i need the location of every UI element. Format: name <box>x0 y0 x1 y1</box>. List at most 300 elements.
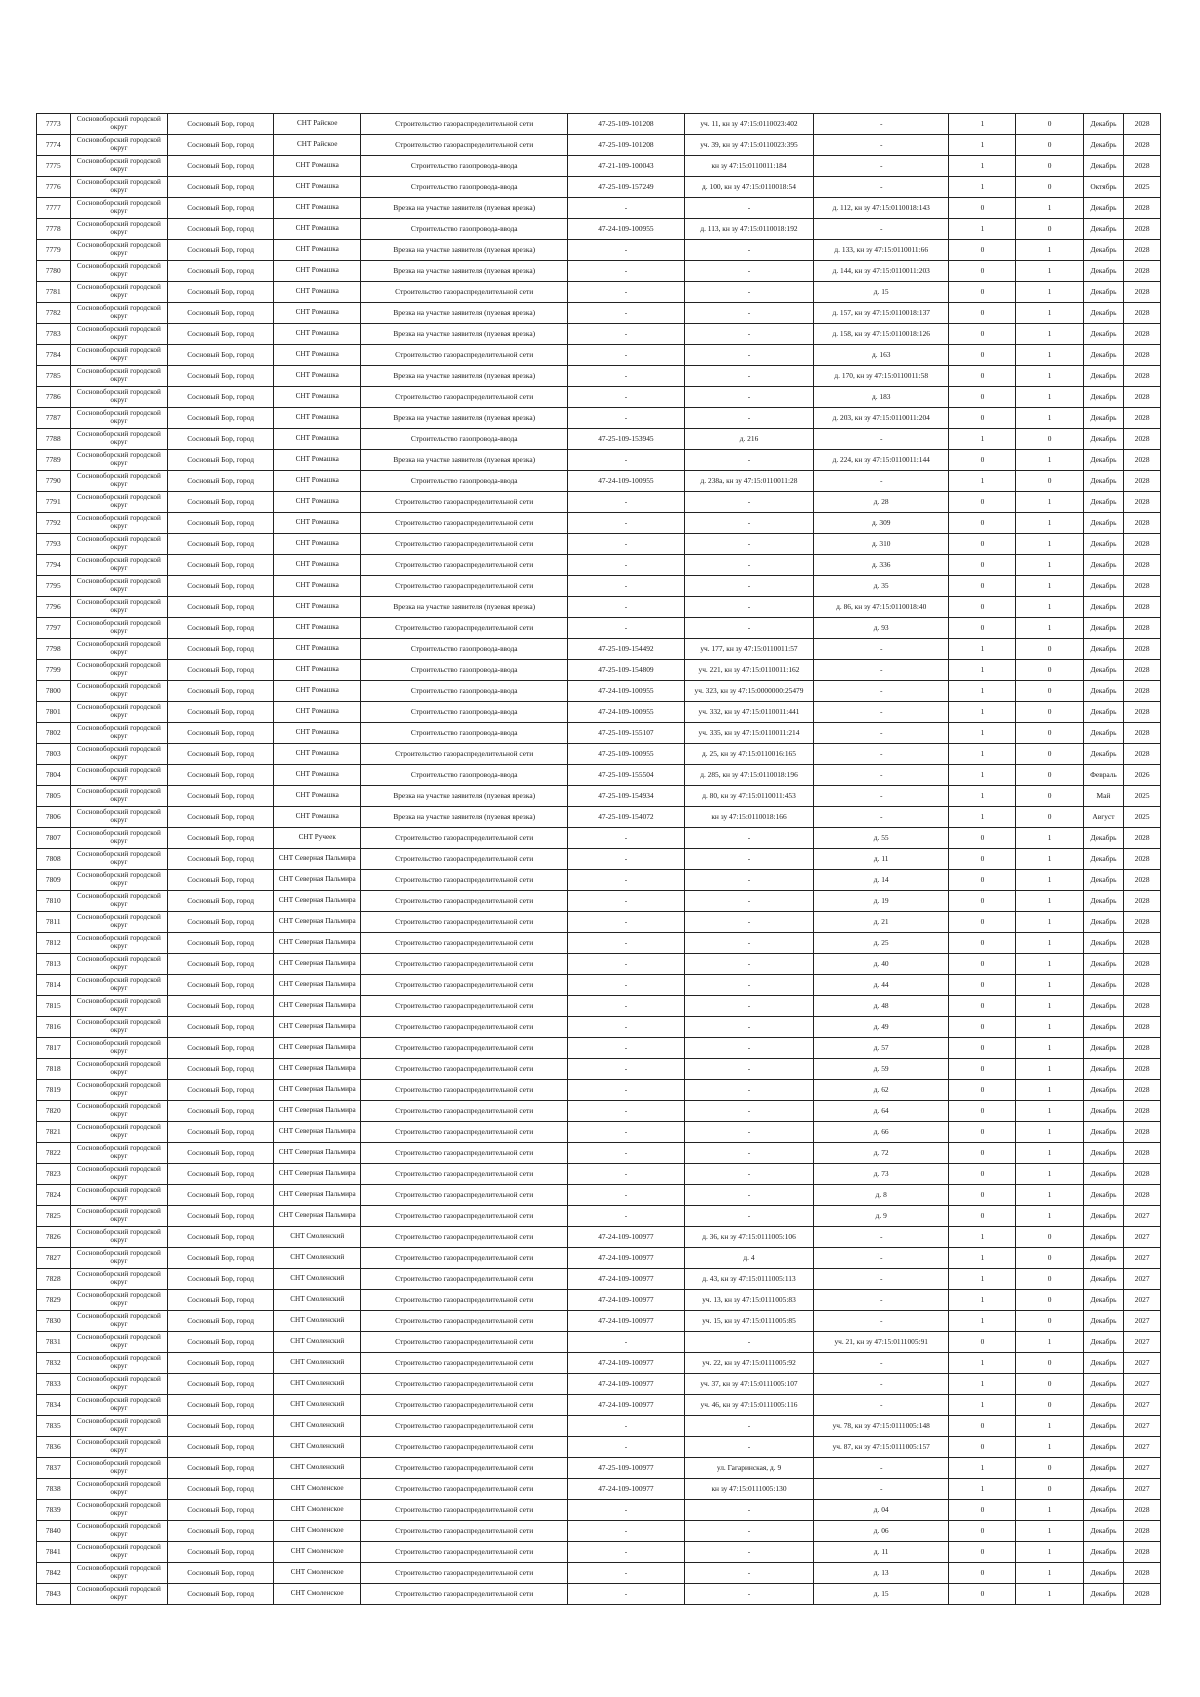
cell-month: Декабрь <box>1083 618 1124 639</box>
cell-project: 47-24-109-100977 <box>567 1311 684 1332</box>
cell-project: 47-25-109-100955 <box>567 744 684 765</box>
cell-year: 2028 <box>1124 723 1161 744</box>
cell-address: - <box>684 1122 813 1143</box>
cell-point: д. 13 <box>814 1563 949 1584</box>
cell-address: - <box>684 954 813 975</box>
cell-point: - <box>814 1311 949 1332</box>
cell-type_b: 1 <box>1016 1101 1083 1122</box>
cell-point: - <box>814 1458 949 1479</box>
cell-project: - <box>567 912 684 933</box>
cell-address: - <box>684 1500 813 1521</box>
cell-address: - <box>684 240 813 261</box>
cell-address: д. 238а, кн зу 47:15:0110011:28 <box>684 471 813 492</box>
cell-settlement: Сосновый Бор, город <box>168 1185 274 1206</box>
cell-settlement: Сосновый Бор, город <box>168 1227 274 1248</box>
cell-district: Сосновоборский городской округ <box>70 1563 168 1584</box>
cell-district: Сосновоборский городской округ <box>70 219 168 240</box>
cell-month: Декабрь <box>1083 1374 1124 1395</box>
cell-work: Строительство газораспределительной сети <box>361 1038 567 1059</box>
cell-address: - <box>684 912 813 933</box>
cell-project: - <box>567 1416 684 1437</box>
table-body <box>37 114 1161 1605</box>
cell-month: Декабрь <box>1083 1437 1124 1458</box>
cell-month: Декабрь <box>1083 534 1124 555</box>
cell-settlement: Сосновый Бор, город <box>168 1122 274 1143</box>
cell-settlement: Сосновый Бор, город <box>168 114 274 135</box>
cell-settlement: Сосновый Бор, город <box>168 555 274 576</box>
cell-type_a: 1 <box>949 744 1016 765</box>
cell-year: 2027 <box>1124 1227 1161 1248</box>
cell-type_a: 1 <box>949 177 1016 198</box>
cell-snt: СНТ Смоленский <box>273 1332 360 1353</box>
table-row <box>37 975 1161 996</box>
table-row <box>37 1248 1161 1269</box>
cell-num: 7779 <box>37 240 71 261</box>
cell-year: 2028 <box>1124 135 1161 156</box>
table-row <box>37 324 1161 345</box>
cell-snt: СНТ Смоленский <box>273 1374 360 1395</box>
cell-point: - <box>814 156 949 177</box>
cell-type_b: 0 <box>1016 471 1083 492</box>
cell-month: Декабрь <box>1083 702 1124 723</box>
cell-month: Декабрь <box>1083 1584 1124 1605</box>
cell-project: - <box>567 1542 684 1563</box>
cell-district: Сосновоборский городской округ <box>70 240 168 261</box>
cell-project: 47-24-109-100955 <box>567 219 684 240</box>
cell-type_a: 0 <box>949 954 1016 975</box>
cell-year: 2028 <box>1124 240 1161 261</box>
cell-type_a: 0 <box>949 933 1016 954</box>
cell-district: Сосновоборский городской округ <box>70 1185 168 1206</box>
cell-snt: СНТ Ромашка <box>273 324 360 345</box>
cell-address: - <box>684 1332 813 1353</box>
cell-district: Сосновоборский городской округ <box>70 492 168 513</box>
cell-snt: СНТ Смоленское <box>273 1563 360 1584</box>
cell-project: - <box>567 198 684 219</box>
table-row <box>37 219 1161 240</box>
cell-point: - <box>814 639 949 660</box>
cell-point: - <box>814 1248 949 1269</box>
cell-work: Строительство газораспределительной сети <box>361 1479 567 1500</box>
cell-month: Декабрь <box>1083 198 1124 219</box>
cell-snt: СНТ Смоленский <box>273 1311 360 1332</box>
table-row <box>37 933 1161 954</box>
cell-year: 2028 <box>1124 1059 1161 1080</box>
cell-district: Сосновоборский городской округ <box>70 1290 168 1311</box>
cell-month: Декабрь <box>1083 975 1124 996</box>
cell-type_a: 1 <box>949 786 1016 807</box>
cell-point: д. 44 <box>814 975 949 996</box>
cell-work: Строительство газораспределительной сети <box>361 345 567 366</box>
cell-year: 2028 <box>1124 429 1161 450</box>
cell-month: Декабрь <box>1083 639 1124 660</box>
cell-type_a: 1 <box>949 114 1016 135</box>
cell-type_a: 1 <box>949 135 1016 156</box>
cell-work: Строительство газораспределительной сети <box>361 954 567 975</box>
cell-district: Сосновоборский городской округ <box>70 1500 168 1521</box>
cell-type_b: 0 <box>1016 1227 1083 1248</box>
cell-month: Май <box>1083 786 1124 807</box>
cell-settlement: Сосновый Бор, город <box>168 1080 274 1101</box>
cell-project: - <box>567 324 684 345</box>
cell-num: 7808 <box>37 849 71 870</box>
cell-month: Декабрь <box>1083 1269 1124 1290</box>
cell-project: - <box>567 870 684 891</box>
cell-month: Декабрь <box>1083 912 1124 933</box>
cell-address: - <box>684 1080 813 1101</box>
cell-point: - <box>814 660 949 681</box>
cell-snt: СНТ Ромашка <box>273 408 360 429</box>
cell-work: Строительство газораспределительной сети <box>361 513 567 534</box>
cell-num: 7833 <box>37 1374 71 1395</box>
cell-snt: СНТ Северная Пальмира <box>273 1143 360 1164</box>
cell-project: - <box>567 618 684 639</box>
cell-type_b: 0 <box>1016 135 1083 156</box>
cell-year: 2028 <box>1124 303 1161 324</box>
cell-settlement: Сосновый Бор, город <box>168 219 274 240</box>
cell-project: - <box>567 996 684 1017</box>
cell-district: Сосновоборский городской округ <box>70 450 168 471</box>
cell-address: - <box>684 282 813 303</box>
cell-year: 2028 <box>1124 954 1161 975</box>
cell-snt: СНТ Ромашка <box>273 555 360 576</box>
table-row <box>37 135 1161 156</box>
cell-project: - <box>567 1584 684 1605</box>
cell-district: Сосновоборский городской округ <box>70 408 168 429</box>
cell-type_b: 1 <box>1016 534 1083 555</box>
cell-address: д. 113, кн зу 47:15:0110018:192 <box>684 219 813 240</box>
cell-type_b: 1 <box>1016 1143 1083 1164</box>
cell-type_b: 1 <box>1016 555 1083 576</box>
table-row <box>37 786 1161 807</box>
cell-type_a: 0 <box>949 1584 1016 1605</box>
cell-type_b: 1 <box>1016 933 1083 954</box>
cell-work: Строительство газораспределительной сети <box>361 975 567 996</box>
cell-year: 2028 <box>1124 1164 1161 1185</box>
cell-month: Декабрь <box>1083 1080 1124 1101</box>
cell-num: 7790 <box>37 471 71 492</box>
cell-point: - <box>814 681 949 702</box>
cell-address: - <box>684 870 813 891</box>
cell-type_b: 0 <box>1016 1311 1083 1332</box>
cell-work: Строительство газораспределительной сети <box>361 912 567 933</box>
cell-address: - <box>684 1101 813 1122</box>
cell-year: 2028 <box>1124 324 1161 345</box>
cell-num: 7776 <box>37 177 71 198</box>
cell-type_a: 0 <box>949 576 1016 597</box>
cell-type_b: 0 <box>1016 1458 1083 1479</box>
cell-project: - <box>567 975 684 996</box>
cell-project: - <box>567 534 684 555</box>
cell-settlement: Сосновый Бор, город <box>168 1500 274 1521</box>
cell-snt: СНТ Ромашка <box>273 660 360 681</box>
table-row <box>37 891 1161 912</box>
cell-district: Сосновоборский городской округ <box>70 933 168 954</box>
cell-project: 47-24-109-100977 <box>567 1479 684 1500</box>
cell-month: Декабрь <box>1083 954 1124 975</box>
table-row <box>37 1227 1161 1248</box>
cell-project: - <box>567 408 684 429</box>
cell-district: Сосновоборский городской округ <box>70 303 168 324</box>
cell-point: д. 21 <box>814 912 949 933</box>
cell-point: д. 14 <box>814 870 949 891</box>
cell-project: - <box>567 1206 684 1227</box>
cell-project: 47-24-109-100955 <box>567 471 684 492</box>
cell-type_b: 1 <box>1016 828 1083 849</box>
cell-settlement: Сосновый Бор, город <box>168 576 274 597</box>
table-row <box>37 261 1161 282</box>
cell-month: Декабрь <box>1083 1122 1124 1143</box>
table-row <box>37 345 1161 366</box>
cell-year: 2027 <box>1124 1374 1161 1395</box>
cell-num: 7784 <box>37 345 71 366</box>
table-row <box>37 1080 1161 1101</box>
cell-type_b: 1 <box>1016 261 1083 282</box>
cell-type_a: 1 <box>949 1227 1016 1248</box>
cell-district: Сосновоборский городской округ <box>70 387 168 408</box>
cell-work: Строительство газораспределительной сети <box>361 135 567 156</box>
cell-project: 47-24-109-100977 <box>567 1290 684 1311</box>
cell-settlement: Сосновый Бор, город <box>168 1059 274 1080</box>
cell-work: Строительство газораспределительной сети <box>361 1374 567 1395</box>
cell-type_a: 1 <box>949 765 1016 786</box>
cell-address: - <box>684 555 813 576</box>
cell-settlement: Сосновый Бор, город <box>168 1479 274 1500</box>
cell-month: Декабрь <box>1083 1353 1124 1374</box>
cell-num: 7803 <box>37 744 71 765</box>
cell-project: 47-25-109-155107 <box>567 723 684 744</box>
cell-num: 7843 <box>37 1584 71 1605</box>
cell-month: Декабрь <box>1083 1458 1124 1479</box>
cell-district: Сосновоборский городской округ <box>70 345 168 366</box>
cell-year: 2028 <box>1124 849 1161 870</box>
cell-month: Декабрь <box>1083 345 1124 366</box>
cell-settlement: Сосновый Бор, город <box>168 282 274 303</box>
cell-type_b: 1 <box>1016 912 1083 933</box>
cell-settlement: Сосновый Бор, город <box>168 975 274 996</box>
cell-year: 2028 <box>1124 1017 1161 1038</box>
cell-num: 7834 <box>37 1395 71 1416</box>
cell-type_a: 0 <box>949 387 1016 408</box>
cell-type_a: 1 <box>949 723 1016 744</box>
cell-district: Сосновоборский городской округ <box>70 1269 168 1290</box>
table-row <box>37 618 1161 639</box>
cell-district: Сосновоборский городской округ <box>70 1521 168 1542</box>
cell-settlement: Сосновый Бор, город <box>168 156 274 177</box>
cell-num: 7840 <box>37 1521 71 1542</box>
cell-year: 2028 <box>1124 534 1161 555</box>
cell-month: Декабрь <box>1083 996 1124 1017</box>
cell-num: 7820 <box>37 1101 71 1122</box>
cell-project: - <box>567 303 684 324</box>
cell-year: 2027 <box>1124 1395 1161 1416</box>
cell-address: - <box>684 597 813 618</box>
cell-address: кн зу 47:15:0110011:184 <box>684 156 813 177</box>
cell-address: д. 100, кн зу 47:15:0110018:54 <box>684 177 813 198</box>
cell-type_a: 0 <box>949 261 1016 282</box>
cell-type_a: 0 <box>949 534 1016 555</box>
cell-num: 7796 <box>37 597 71 618</box>
cell-snt: СНТ Северная Пальмира <box>273 1122 360 1143</box>
cell-project: - <box>567 387 684 408</box>
cell-district: Сосновоборский городской округ <box>70 954 168 975</box>
cell-type_a: 0 <box>949 408 1016 429</box>
cell-work: Строительство газораспределительной сети <box>361 618 567 639</box>
cell-type_b: 0 <box>1016 429 1083 450</box>
cell-num: 7780 <box>37 261 71 282</box>
cell-project: 47-25-109-155504 <box>567 765 684 786</box>
cell-snt: СНТ Смоленский <box>273 1416 360 1437</box>
cell-district: Сосновоборский городской округ <box>70 975 168 996</box>
cell-work: Строительство газораспределительной сети <box>361 849 567 870</box>
cell-type_b: 0 <box>1016 114 1083 135</box>
cell-work: Строительство газораспределительной сети <box>361 933 567 954</box>
cell-settlement: Сосновый Бор, город <box>168 1164 274 1185</box>
cell-point: д. 48 <box>814 996 949 1017</box>
cell-snt: СНТ Ромашка <box>273 177 360 198</box>
cell-work: Строительство газораспределительной сети <box>361 387 567 408</box>
cell-type_a: 0 <box>949 513 1016 534</box>
cell-point: д. 163 <box>814 345 949 366</box>
cell-snt: СНТ Северная Пальмира <box>273 1185 360 1206</box>
cell-type_b: 1 <box>1016 1563 1083 1584</box>
cell-year: 2028 <box>1124 618 1161 639</box>
cell-type_a: 0 <box>949 1101 1016 1122</box>
cell-settlement: Сосновый Бор, город <box>168 324 274 345</box>
cell-num: 7832 <box>37 1353 71 1374</box>
cell-type_a: 0 <box>949 1080 1016 1101</box>
cell-type_a: 0 <box>949 1122 1016 1143</box>
table-row <box>37 303 1161 324</box>
table-row <box>37 1542 1161 1563</box>
cell-type_b: 1 <box>1016 1584 1083 1605</box>
cell-num: 7837 <box>37 1458 71 1479</box>
cell-district: Сосновоборский городской округ <box>70 324 168 345</box>
cell-work: Врезка на участке заявителя (пузевая врезка) <box>361 240 567 261</box>
cell-settlement: Сосновый Бор, город <box>168 1458 274 1479</box>
cell-point: - <box>814 471 949 492</box>
cell-address: - <box>684 450 813 471</box>
cell-num: 7805 <box>37 786 71 807</box>
cell-district: Сосновоборский городской округ <box>70 135 168 156</box>
cell-work: Строительство газопровода-ввода <box>361 471 567 492</box>
cell-point: - <box>814 702 949 723</box>
cell-district: Сосновоборский городской округ <box>70 1248 168 1269</box>
cell-district: Сосновоборский городской округ <box>70 261 168 282</box>
cell-settlement: Сосновый Бор, город <box>168 1521 274 1542</box>
cell-snt: СНТ Северная Пальмира <box>273 954 360 975</box>
cell-project: 47-24-109-100977 <box>567 1353 684 1374</box>
table-row <box>37 282 1161 303</box>
cell-num: 7774 <box>37 135 71 156</box>
table-row <box>37 1500 1161 1521</box>
cell-type_b: 1 <box>1016 975 1083 996</box>
table-row <box>37 807 1161 828</box>
cell-snt: СНТ Ромашка <box>273 387 360 408</box>
cell-month: Декабрь <box>1083 114 1124 135</box>
cell-type_b: 1 <box>1016 408 1083 429</box>
cell-point: уч. 78, кн зу 47:15:0111005:148 <box>814 1416 949 1437</box>
cell-work: Строительство газопровода-ввода <box>361 702 567 723</box>
cell-type_b: 0 <box>1016 177 1083 198</box>
cell-point: д. 06 <box>814 1521 949 1542</box>
cell-settlement: Сосновый Бор, город <box>168 912 274 933</box>
cell-type_a: 0 <box>949 1521 1016 1542</box>
table-row <box>37 954 1161 975</box>
cell-year: 2027 <box>1124 1332 1161 1353</box>
cell-project: - <box>567 240 684 261</box>
table-row <box>37 1395 1161 1416</box>
cell-project: - <box>567 597 684 618</box>
cell-address: - <box>684 492 813 513</box>
cell-work: Строительство газораспределительной сети <box>361 1101 567 1122</box>
cell-address: уч. 11, кн зу 47:15:0110023:402 <box>684 114 813 135</box>
cell-snt: СНТ Северная Пальмира <box>273 1101 360 1122</box>
table-row <box>37 576 1161 597</box>
cell-district: Сосновоборский городской округ <box>70 597 168 618</box>
cell-month: Декабрь <box>1083 387 1124 408</box>
cell-month: Декабрь <box>1083 1521 1124 1542</box>
cell-point: д. 309 <box>814 513 949 534</box>
cell-num: 7836 <box>37 1437 71 1458</box>
cell-year: 2028 <box>1124 1143 1161 1164</box>
cell-settlement: Сосновый Бор, город <box>168 1101 274 1122</box>
cell-settlement: Сосновый Бор, город <box>168 1206 274 1227</box>
cell-num: 7822 <box>37 1143 71 1164</box>
cell-type_b: 0 <box>1016 660 1083 681</box>
cell-month: Декабрь <box>1083 492 1124 513</box>
cell-num: 7791 <box>37 492 71 513</box>
cell-district: Сосновоборский городской округ <box>70 870 168 891</box>
cell-snt: СНТ Смоленский <box>273 1290 360 1311</box>
cell-snt: СНТ Северная Пальмира <box>273 1017 360 1038</box>
cell-work: Строительство газораспределительной сети <box>361 492 567 513</box>
cell-project: - <box>567 261 684 282</box>
cell-num: 7821 <box>37 1122 71 1143</box>
cell-point: д. 93 <box>814 618 949 639</box>
cell-point: д. 9 <box>814 1206 949 1227</box>
cell-year: 2028 <box>1124 492 1161 513</box>
cell-work: Строительство газораспределительной сети <box>361 996 567 1017</box>
cell-settlement: Сосновый Бор, город <box>168 408 274 429</box>
cell-work: Строительство газораспределительной сети <box>361 576 567 597</box>
cell-year: 2028 <box>1124 912 1161 933</box>
cell-project: - <box>567 1122 684 1143</box>
cell-point: д. 170, кн зу 47:15:0110011:58 <box>814 366 949 387</box>
cell-type_b: 1 <box>1016 1521 1083 1542</box>
cell-point: д. 133, кн зу 47:15:0110011:66 <box>814 240 949 261</box>
cell-address: уч. 221, кн зу 47:15:0110011:162 <box>684 660 813 681</box>
cell-type_b: 1 <box>1016 1206 1083 1227</box>
cell-project: - <box>567 1080 684 1101</box>
cell-type_b: 1 <box>1016 1122 1083 1143</box>
cell-snt: СНТ Ромашка <box>273 450 360 471</box>
cell-month: Декабрь <box>1083 660 1124 681</box>
cell-project: - <box>567 1437 684 1458</box>
cell-address: д. 25, кн зу 47:15:0110016:165 <box>684 744 813 765</box>
cell-type_b: 0 <box>1016 1479 1083 1500</box>
cell-year: 2028 <box>1124 576 1161 597</box>
cell-snt: СНТ Ромашка <box>273 513 360 534</box>
cell-num: 7775 <box>37 156 71 177</box>
table-row <box>37 1038 1161 1059</box>
cell-project: - <box>567 1332 684 1353</box>
cell-settlement: Сосновый Бор, город <box>168 702 274 723</box>
cell-work: Врезка на участке заявителя (пузевая врезка) <box>361 324 567 345</box>
cell-work: Врезка на участке заявителя (пузевая врезка) <box>361 786 567 807</box>
cell-num: 7825 <box>37 1206 71 1227</box>
cell-year: 2028 <box>1124 828 1161 849</box>
